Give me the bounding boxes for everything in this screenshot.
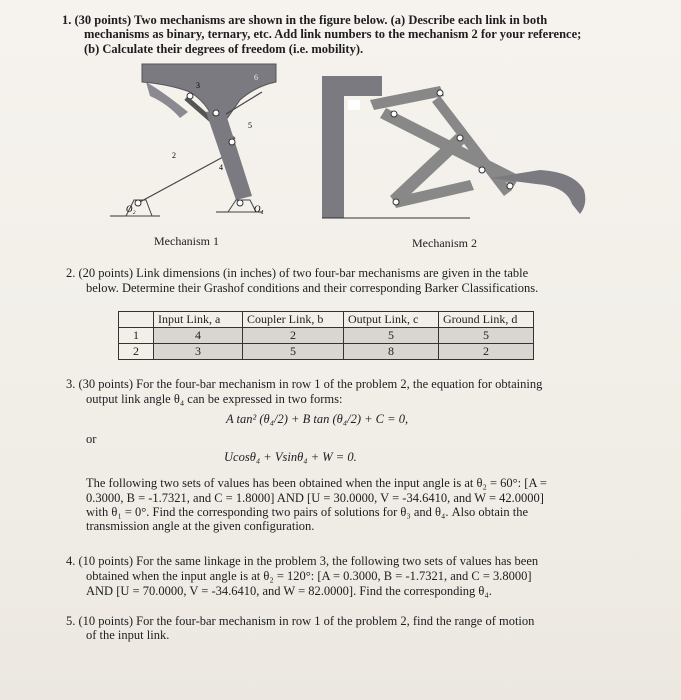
- table-cell: 2: [243, 328, 344, 344]
- label-link-2: 2: [172, 151, 176, 160]
- q3-para-line3: with θ₁ = 0°. Find the corresponding two pairs of solutions for θ₃ and θ₄. Also obtain the: [86, 505, 528, 519]
- mechanism-2-caption: Mechanism 2: [412, 236, 477, 250]
- label-link-5: 5: [248, 121, 252, 130]
- q3-or: or: [86, 432, 97, 446]
- q3-equation-1: A tan² (θ₄/2) + B tan (θ₄/2) + C = 0,: [226, 412, 409, 426]
- q1-line1: 1. (30 points) Two mechanisms are shown in the figure below. (a) Describe each link in both: [62, 13, 548, 27]
- table-row: [119, 328, 534, 344]
- table-cell: 5: [344, 328, 439, 344]
- table-cell: 5: [243, 344, 344, 360]
- label-link-3: 3: [196, 81, 200, 90]
- label-o2: O₂: [126, 204, 136, 214]
- mechanism-1-caption: Mechanism 1: [154, 234, 219, 248]
- label-o4: O₄: [254, 204, 264, 214]
- q4-line3: AND [U = 70.0000, V = -34.6410, and W = 82.0000]. Find the corresponding θ₄.: [86, 584, 492, 598]
- q1-line3: (b) Calculate their degrees of freedom (i.e. mobility).: [84, 42, 364, 56]
- q3-para-line1: The following two sets of values has been obtained when the input angle is at θ₂ = 60°: [A =: [86, 476, 547, 490]
- mechanism-2-drawing: [322, 76, 585, 218]
- q3-para-line4: transmission angle at the given configuration.: [86, 519, 315, 533]
- table-cell: 4: [154, 328, 243, 344]
- table-cell: 1: [119, 328, 154, 344]
- table-header-cell: Coupler Link, b: [243, 312, 344, 328]
- table-row: [119, 344, 534, 360]
- table-cell: 2: [439, 344, 534, 360]
- q3-line2: output link angle θ₄ can be expressed in two forms:: [86, 392, 343, 406]
- q1-line2: mechanisms as binary, ternary, etc. Add link numbers to the mechanism 2 for your reference;: [84, 27, 582, 41]
- table-cell: 2: [119, 344, 154, 360]
- q2-line2: below. Determine their Grashof conditions and their corresponding Barker Classifications.: [86, 281, 539, 295]
- table-header-cell: [119, 312, 154, 328]
- link-dimensions-table: [118, 311, 534, 360]
- q3-para-line2: 0.3000, B = -1.7321, and C = 1.8000] AND [U = 30.0000, V = -34.6410, and W = 42.0000]: [86, 491, 544, 505]
- q5-line1: 5. (10 points) For the four-bar mechanism in row 1 of the problem 2, find the range of motion: [66, 614, 535, 628]
- table-cell: 3: [154, 344, 243, 360]
- q4-line2: obtained when the input angle is at θ₂ = 120°: [A = 0.3000, B = -1.7321, and C = 3.8000]: [86, 569, 532, 583]
- q3-equation-2: Ucosθ₄ + Vsinθ₄ + W = 0.: [224, 450, 357, 464]
- table-header-row: [119, 312, 534, 328]
- table-header-cell: Input Link, a: [154, 312, 243, 328]
- table-cell: 5: [439, 328, 534, 344]
- mechanism-1-drawing: [110, 64, 276, 216]
- label-link-6: 6: [254, 73, 258, 82]
- q5-line2: of the input link.: [86, 628, 170, 642]
- mechanisms-figure: [0, 0, 681, 260]
- q3-line1: 3. (30 points) For the four-bar mechanism in row 1 of the problem 2, the equation for obtaining: [66, 377, 543, 391]
- table-cell: 8: [344, 344, 439, 360]
- label-link-4: 4: [219, 163, 223, 172]
- table-header-cell: Output Link, c: [344, 312, 439, 328]
- q4-line1: 4. (10 points) For the same linkage in the problem 3, the following two sets of values has been: [66, 554, 539, 568]
- table-header-cell: Ground Link, d: [439, 312, 534, 328]
- q2-line1: 2. (20 points) Link dimensions (in inches) of two four-bar mechanisms are given in the table: [66, 266, 529, 280]
